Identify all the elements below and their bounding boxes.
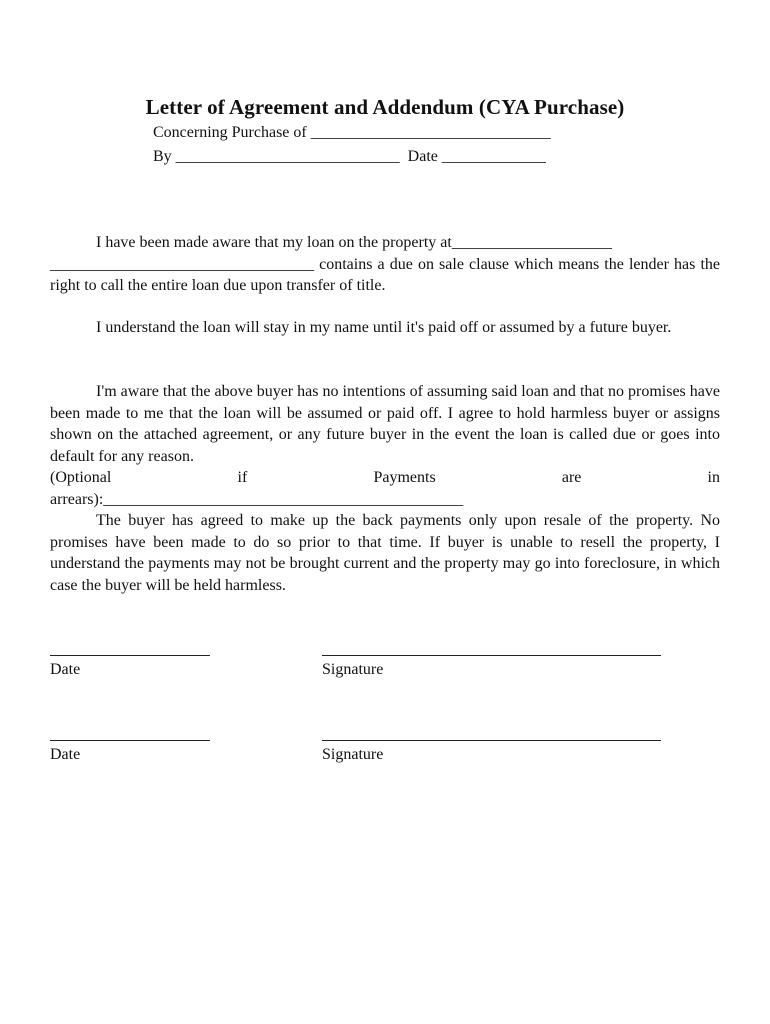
arrears-line: arrears):_____________________________________________ <box>50 490 464 508</box>
optional-word: if <box>237 469 248 486</box>
paragraph-back-payments: The buyer has agreed to make up the back payments only upon resale of the property. No promises have been made to do so prior to that time. If buyer is unable to resell the property, I understand the payments may not be brought current and the property may go into foreclosure, in which case the buyer will be held harmless. <box>50 512 720 594</box>
paragraph-loan-in-name-text: I understand the loan will stay in my name until it's paid off or assumed by a future buyer. <box>96 319 672 336</box>
concerning-purchase-line: Concerning Purchase of ______________________________ <box>153 124 551 141</box>
date-label-1: Date <box>50 661 81 678</box>
signature-label-2: Signature <box>322 746 384 763</box>
optional-word: (Optional <box>50 469 112 486</box>
paragraph-loan-awareness-line1: I have been made aware that my loan on the property at____________________ <box>96 234 612 251</box>
date-label-2: Date <box>50 746 81 763</box>
signature-line-1 <box>322 655 661 656</box>
optional-word: Payments <box>373 469 436 486</box>
paragraph-no-assumption <box>50 381 720 596</box>
paragraph-loan-in-name <box>50 317 720 339</box>
date-line-1 <box>50 655 210 656</box>
document-title: Letter of Agreement and Addendum (CYA Purchase) <box>145 95 625 119</box>
optional-word: in <box>707 469 720 486</box>
date-line-2 <box>50 740 210 741</box>
optional-arrears-row <box>50 467 720 489</box>
by-date-line: By ____________________________ Date _____________ <box>153 148 546 165</box>
paragraph-loan-awareness-rest: _________________________________ contains a due on sale clause which means the lender has the right to call the entire loan due upon transfer of title. <box>50 255 720 294</box>
optional-word: are <box>561 469 582 486</box>
paragraph-no-assumption-text: I'm aware that the above buyer has no intentions of assuming said loan and that no promises have been made to me that the loan will be assumed or paid off. I agree to hold harmless buyer or assigns shown on the attached agreement, or any future buyer in the event the loan is called due or goes into default for any reason. <box>50 383 720 465</box>
signature-line-2 <box>322 740 661 741</box>
paragraph-loan-awareness <box>50 232 720 297</box>
signature-label-1: Signature <box>322 661 384 678</box>
